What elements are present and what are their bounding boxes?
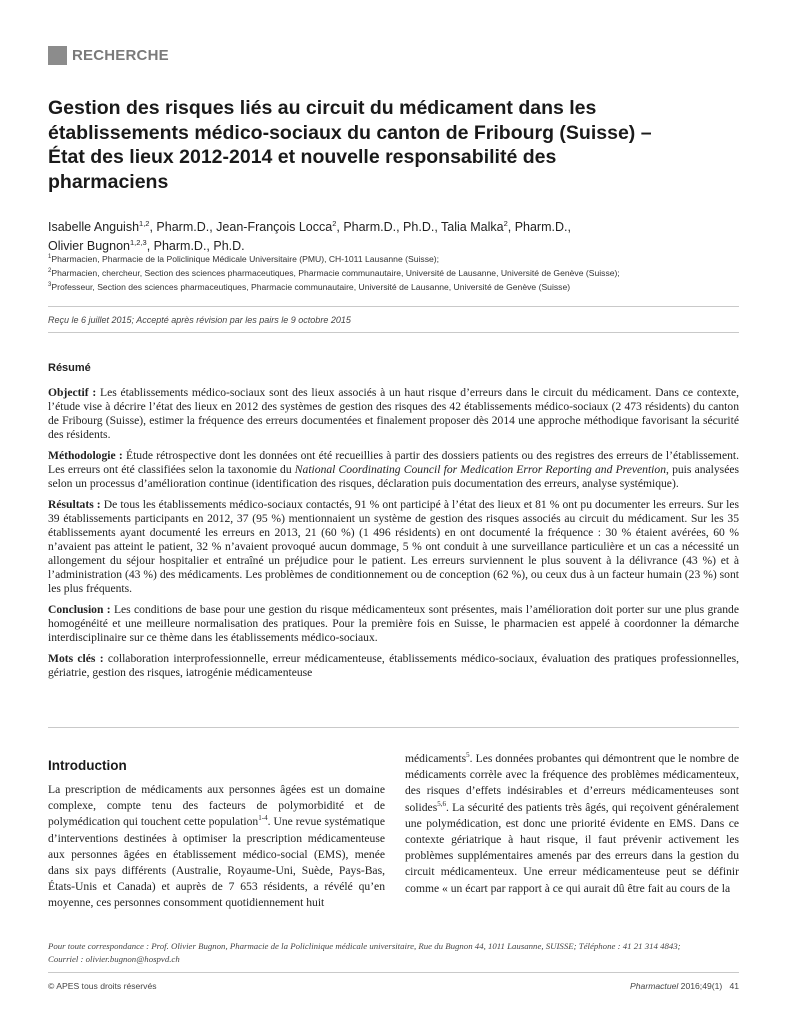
title-line: État des lieux 2012-2014 et nouvelle responsabilité des — [48, 146, 557, 168]
affiliation-sup: 3 — [48, 281, 52, 288]
affiliation — [48, 265, 748, 279]
author-name: Jean-François Locca — [216, 220, 333, 235]
abstract-label: Objectif : — [48, 386, 97, 399]
author-degree: , Pharm.D., Ph.D. — [146, 239, 245, 254]
intro-column-right — [405, 751, 739, 897]
abstract-methodologie — [48, 449, 739, 491]
abstract-text: collaboration interprofessionnelle, erreur médicamenteuse, établissements médico-sociaux, évaluation des pratiques professionnelles, gériatrie, gestion des risques, iatrogénie médicamenteuse — [48, 652, 740, 680]
intro-text: . La sécurité des patients très âgés, qui reçoivent généralement une polymédication, est donc une priorité évidente en EMS. Dans ce contexte gériatrique à haut risque, il faut prévenir activement les problèmes supplémentaires amenés par des erreurs dans la gestion du circuit médicamenteux. Une erreur médicamenteuse peut se définir comme « un écart par rapport à ce qui aurait dû être fait au cours de la — [405, 800, 739, 895]
journal-citation — [630, 981, 739, 991]
author-sup: 1,2 — [139, 219, 150, 228]
abstract-italic: National Coordinating Council for Medication Error Reporting and Prevention — [294, 463, 667, 477]
section-square-icon — [48, 46, 67, 65]
abstract-label: Conclusion : — [48, 603, 111, 617]
page-number: 41 — [729, 981, 739, 991]
introduction-heading: Introduction — [48, 758, 127, 773]
author-name: Olivier Bugnon — [48, 239, 130, 254]
affiliation-sup: 1 — [48, 254, 52, 260]
divider — [48, 332, 739, 333]
author-sup: 2 — [503, 219, 508, 228]
author-list — [48, 216, 748, 254]
author-sup: 1,2,3 — [130, 238, 147, 248]
citation-sup: 1-4 — [258, 814, 268, 823]
abstract-resultats — [48, 498, 739, 595]
affiliations — [48, 251, 748, 293]
section-label-text: RECHERCHE — [72, 47, 169, 64]
author-name: Isabelle Anguish — [48, 220, 140, 235]
abstract-heading: Résumé — [48, 362, 91, 374]
abstract-objectif — [48, 386, 739, 442]
abstract-label: Méthodologie : — [48, 449, 123, 463]
affiliation-sup: 2 — [48, 267, 52, 274]
affiliation — [48, 279, 748, 293]
journal-issue: 2016;49(1) — [678, 981, 723, 991]
journal-name: Pharmactuel — [630, 981, 679, 991]
divider — [48, 972, 739, 973]
copyright: © APES tous droits réservés — [48, 981, 157, 991]
abstract-text: De tous les établissements médico-sociaux contactés, 91 % ont participé à l’état des lieux et 81 % ont pu documenter les erreurs. Sur les 39 établissements participants en 2012, 37 (95 %) mentionnaient un système de gestion des risques associés au circuit du médicament. Sur les 35 établissements ayant documenté les erreurs en 2013, 21 (60 %) (1 496 résidents) en ont documenté la fréquence : 30 % étaient avérées, 60 % n’avaient pas atteint le patient, 32 % n’avaient provoqué aucun dommage, 5 % ont conduit à une surveillance particulière et un cas a nécessité un allongement du séjour hospitalier et entraîné un préjudice pour le patient. Les erreurs surviennent le plus souvent à la délivrance (43 %) et à l’administration (43 %) des médicaments. Les problèmes de conditionnement ou de conception (62 %), ou ceux dus à un facteur humain (23 %) sont les plus fréquents. — [48, 498, 739, 595]
affiliation-text: Pharmacien, Pharmacie de la Policlinique Médicale Universitaire (PMU), CH-1011 Lausanne (Suisse); — [51, 253, 440, 264]
citation-sup: 5,6 — [437, 799, 446, 808]
correspondence-line: Pour toute correspondance : Prof. Olivier Bugnon, Pharmacie de la Policlinique médicale universitaire, Rue du Bugnon 44, 1011 Lausanne, SUISSE; Téléphone : 41 21 314 4843; — [48, 941, 681, 951]
abstract-text: , puis analysées selon un processus d’amélioration continue (identification des risques, déclaration puis documentation des erreurs, analyse systémique). — [48, 463, 739, 490]
affiliation — [48, 251, 748, 265]
abstract-body — [48, 386, 739, 688]
author-name: Talia Malka — [441, 220, 504, 235]
intro-column-left — [48, 782, 385, 912]
section-label — [48, 46, 169, 65]
title-line: établissements médico-sociaux du canton de Fribourg (Suisse) – — [48, 121, 652, 144]
correspondence — [48, 940, 739, 965]
author-sup: 2 — [332, 219, 337, 228]
abstract-text: Les établissements médico-sociaux sont des lieux associés à un haut risque d’erreurs dans le circuit du médicament. Dans ce contexte, l’étude vise à décrire l’état des lieux en 2012 des systèmes de gestion des risques des 42 établissements médico-sociaux (2 473 résidents) du canton de Fribourg (Suisse), estimer la fréquence des erreurs documentées et finalement proposer dès 2014 une approche méthodique favorisant la sécurité des résidents. — [48, 386, 739, 441]
abstract-label: Résultats : — [48, 498, 101, 512]
intro-text: . Les données probantes qui démontrent que le nombre de médicaments corrèle avec la fréquence des problèmes médicamenteux, des risques d’effets indésirables et d’erreurs médicamenteuses sont solides — [405, 752, 739, 814]
intro-paragraph — [48, 782, 385, 912]
author-degree: , Pharm.D., — [149, 220, 217, 235]
received-date: Reçu le 6 juillet 2015; Accepté après révision par les pairs le 9 octobre 2015 — [48, 315, 351, 325]
intro-text: La prescription de médicaments aux personnes âgées est un domaine complexe, compte tenu des facteurs de polymorbidité et de polymédication qui touchent cette population — [48, 783, 385, 829]
intro-paragraph — [405, 751, 739, 897]
title-line: pharmaciens — [48, 170, 169, 193]
author-degree: , Pharm.D., Ph.D., — [336, 220, 442, 235]
article-title — [48, 96, 748, 194]
affiliation-text: Pharmacien, chercheur, Section des sciences pharmaceutiques, Pharmacie communautaire, Université de Lausanne, Université de Genève (Suisse); — [51, 267, 620, 278]
correspondence-line: Courriel : olivier.bugnon@hospvd.ch — [48, 953, 180, 964]
abstract-text: Les conditions de base pour une gestion du risque médicamenteux sont présentes, mais l’amélioration doit porter sur une plus grande homogénéité et une meilleure normalisation des pratiques. Pour la première fois en Suisse, le pharmacien est appelé à coordonner la démarche interdisciplinaire sur ce thème dans les établissements médico-sociaux. — [48, 603, 739, 644]
abstract-label: Mots clés : — [48, 652, 104, 666]
abstract-keywords — [48, 652, 739, 680]
intro-text: . Une revue systématique d’interventions destinées à optimiser la prescription médicamenteuse aux personnes âgées en établissement médico-social (EMS), menée dans six pays différents (Australie, Royaume-Uni, Suède, Pays-Bas, États-Unis et Canada) et auprès de 7 653 résidents, a révélé qu’en moyenne, ces personnes consomment quotidiennement huit — [48, 815, 385, 910]
abstract-conclusion — [48, 603, 739, 645]
citation-sup: 5 — [466, 751, 470, 760]
intro-text: médicaments — [405, 752, 467, 765]
abstract-text: Étude rétrospective dont les données ont été recueillies à partir des dossiers patients ou des registres des erreurs de l’établissement. Les erreurs ont été classifiées selon la taxonomie du — [48, 449, 740, 477]
divider — [48, 727, 739, 728]
divider — [48, 306, 739, 307]
affiliation-text: Professeur, Section des sciences pharmaceutiques, Pharmacie communautaire, Université de Lausanne, Université de Genève (Suisse) — [51, 281, 571, 292]
author-degree: , Pharm.D., — [507, 220, 571, 235]
title-line: Gestion des risques liés au circuit du médicament dans les — [48, 97, 597, 119]
